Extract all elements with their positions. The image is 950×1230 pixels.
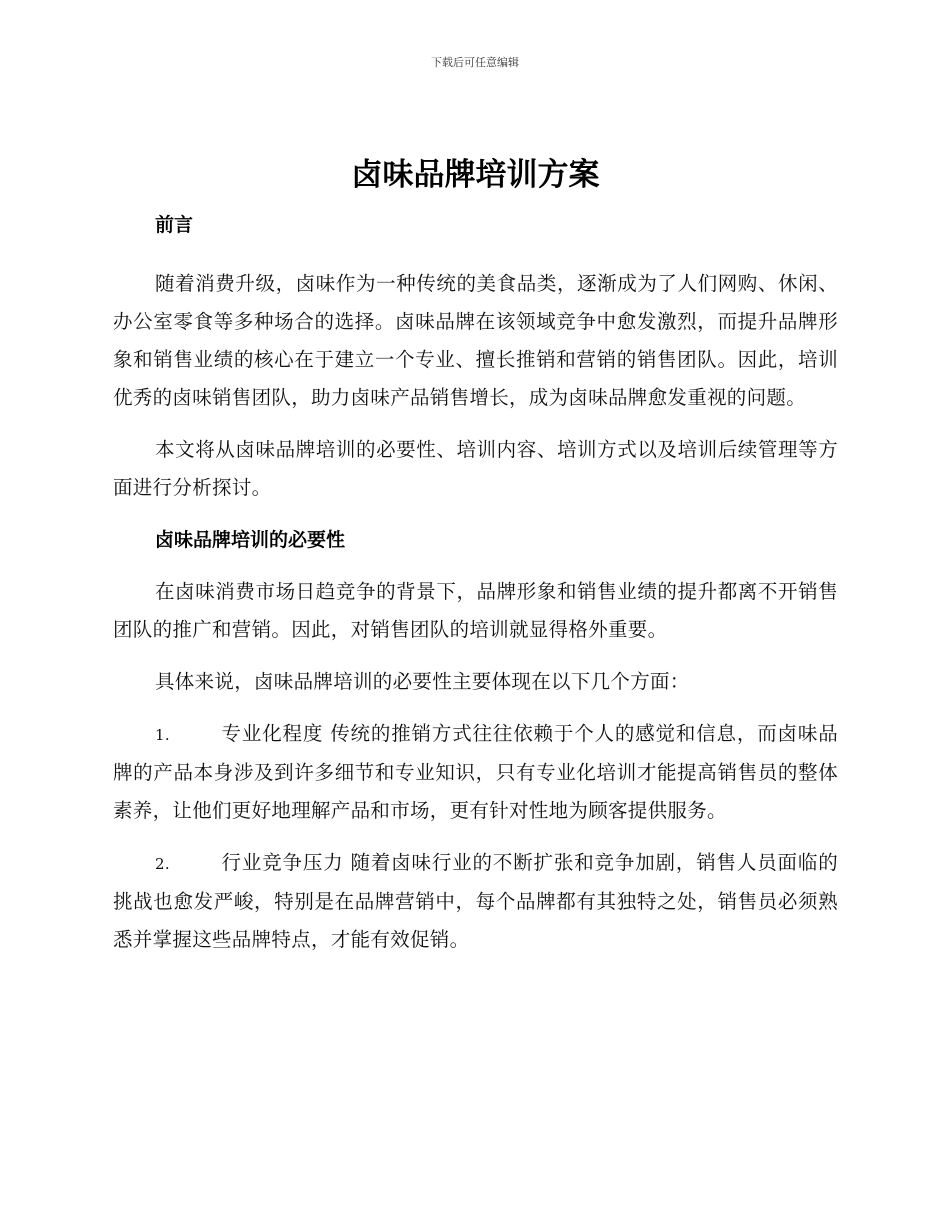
numbered-item-2 (113, 844, 838, 959)
paragraph-preface-2: 本文将从卤味品牌培训的必要性、培训内容、培训方式以及培训后续管理等方面进行分析探讨。 (113, 438, 838, 499)
item-text-1: 专业化程度 传统的推销方式往往依赖于个人的感觉和信息，而卤味品牌的产品本身涉及到许多细节和专业知识，只有专业化培训才能提高销售员的整体素养，让他们更好地理解产品和市场，更有针对性地为顾客提供服务。 (113, 722, 838, 822)
item-text-2: 行业竞争压力 随着卤味行业的不断扩张和竞争加剧，销售人员面临的挑战也愈发严峻，特别是在品牌营销中，每个品牌都有其独特之处，销售员必须熟悉并掌握这些品牌特点，才能有效促销。 (113, 851, 838, 951)
numbered-item-1 (113, 715, 838, 830)
document-body (113, 148, 838, 959)
item-number-2: 2. (155, 855, 170, 873)
section-heading-preface: 前言 (155, 214, 194, 236)
paragraph-preface-1: 随着消费升级，卤味作为一种传统的美食品类，逐渐成为了人们网购、休闲、办公室零食等多种场合的选择。卤味品牌在该领域竞争中愈发激烈，而提升品牌形象和销售业绩的核心在于建立一个专业、擅长推销和营销的销售团队。因此，培训优秀的卤味销售团队，助力卤味产品销售增长，成为卤味品牌愈发重视的问题。 (113, 272, 838, 409)
header-note: 下载后可任意编辑 (431, 56, 519, 69)
item-number-1: 1. (155, 726, 170, 744)
document-title: 卤味品牌培训方案 (351, 157, 600, 193)
section-heading-necessity: 卤味品牌培训的必要性 (155, 529, 346, 551)
paragraph-necessity-2: 具体来说，卤味品牌培训的必要性主要体现在以下几个方面： (155, 670, 690, 693)
paragraph-necessity-1: 在卤味消费市场日趋竞争的背景下，品牌形象和销售业绩的提升都离不开销售团队的推广和营销。因此，对销售团队的培训就显得格外重要。 (113, 580, 838, 641)
